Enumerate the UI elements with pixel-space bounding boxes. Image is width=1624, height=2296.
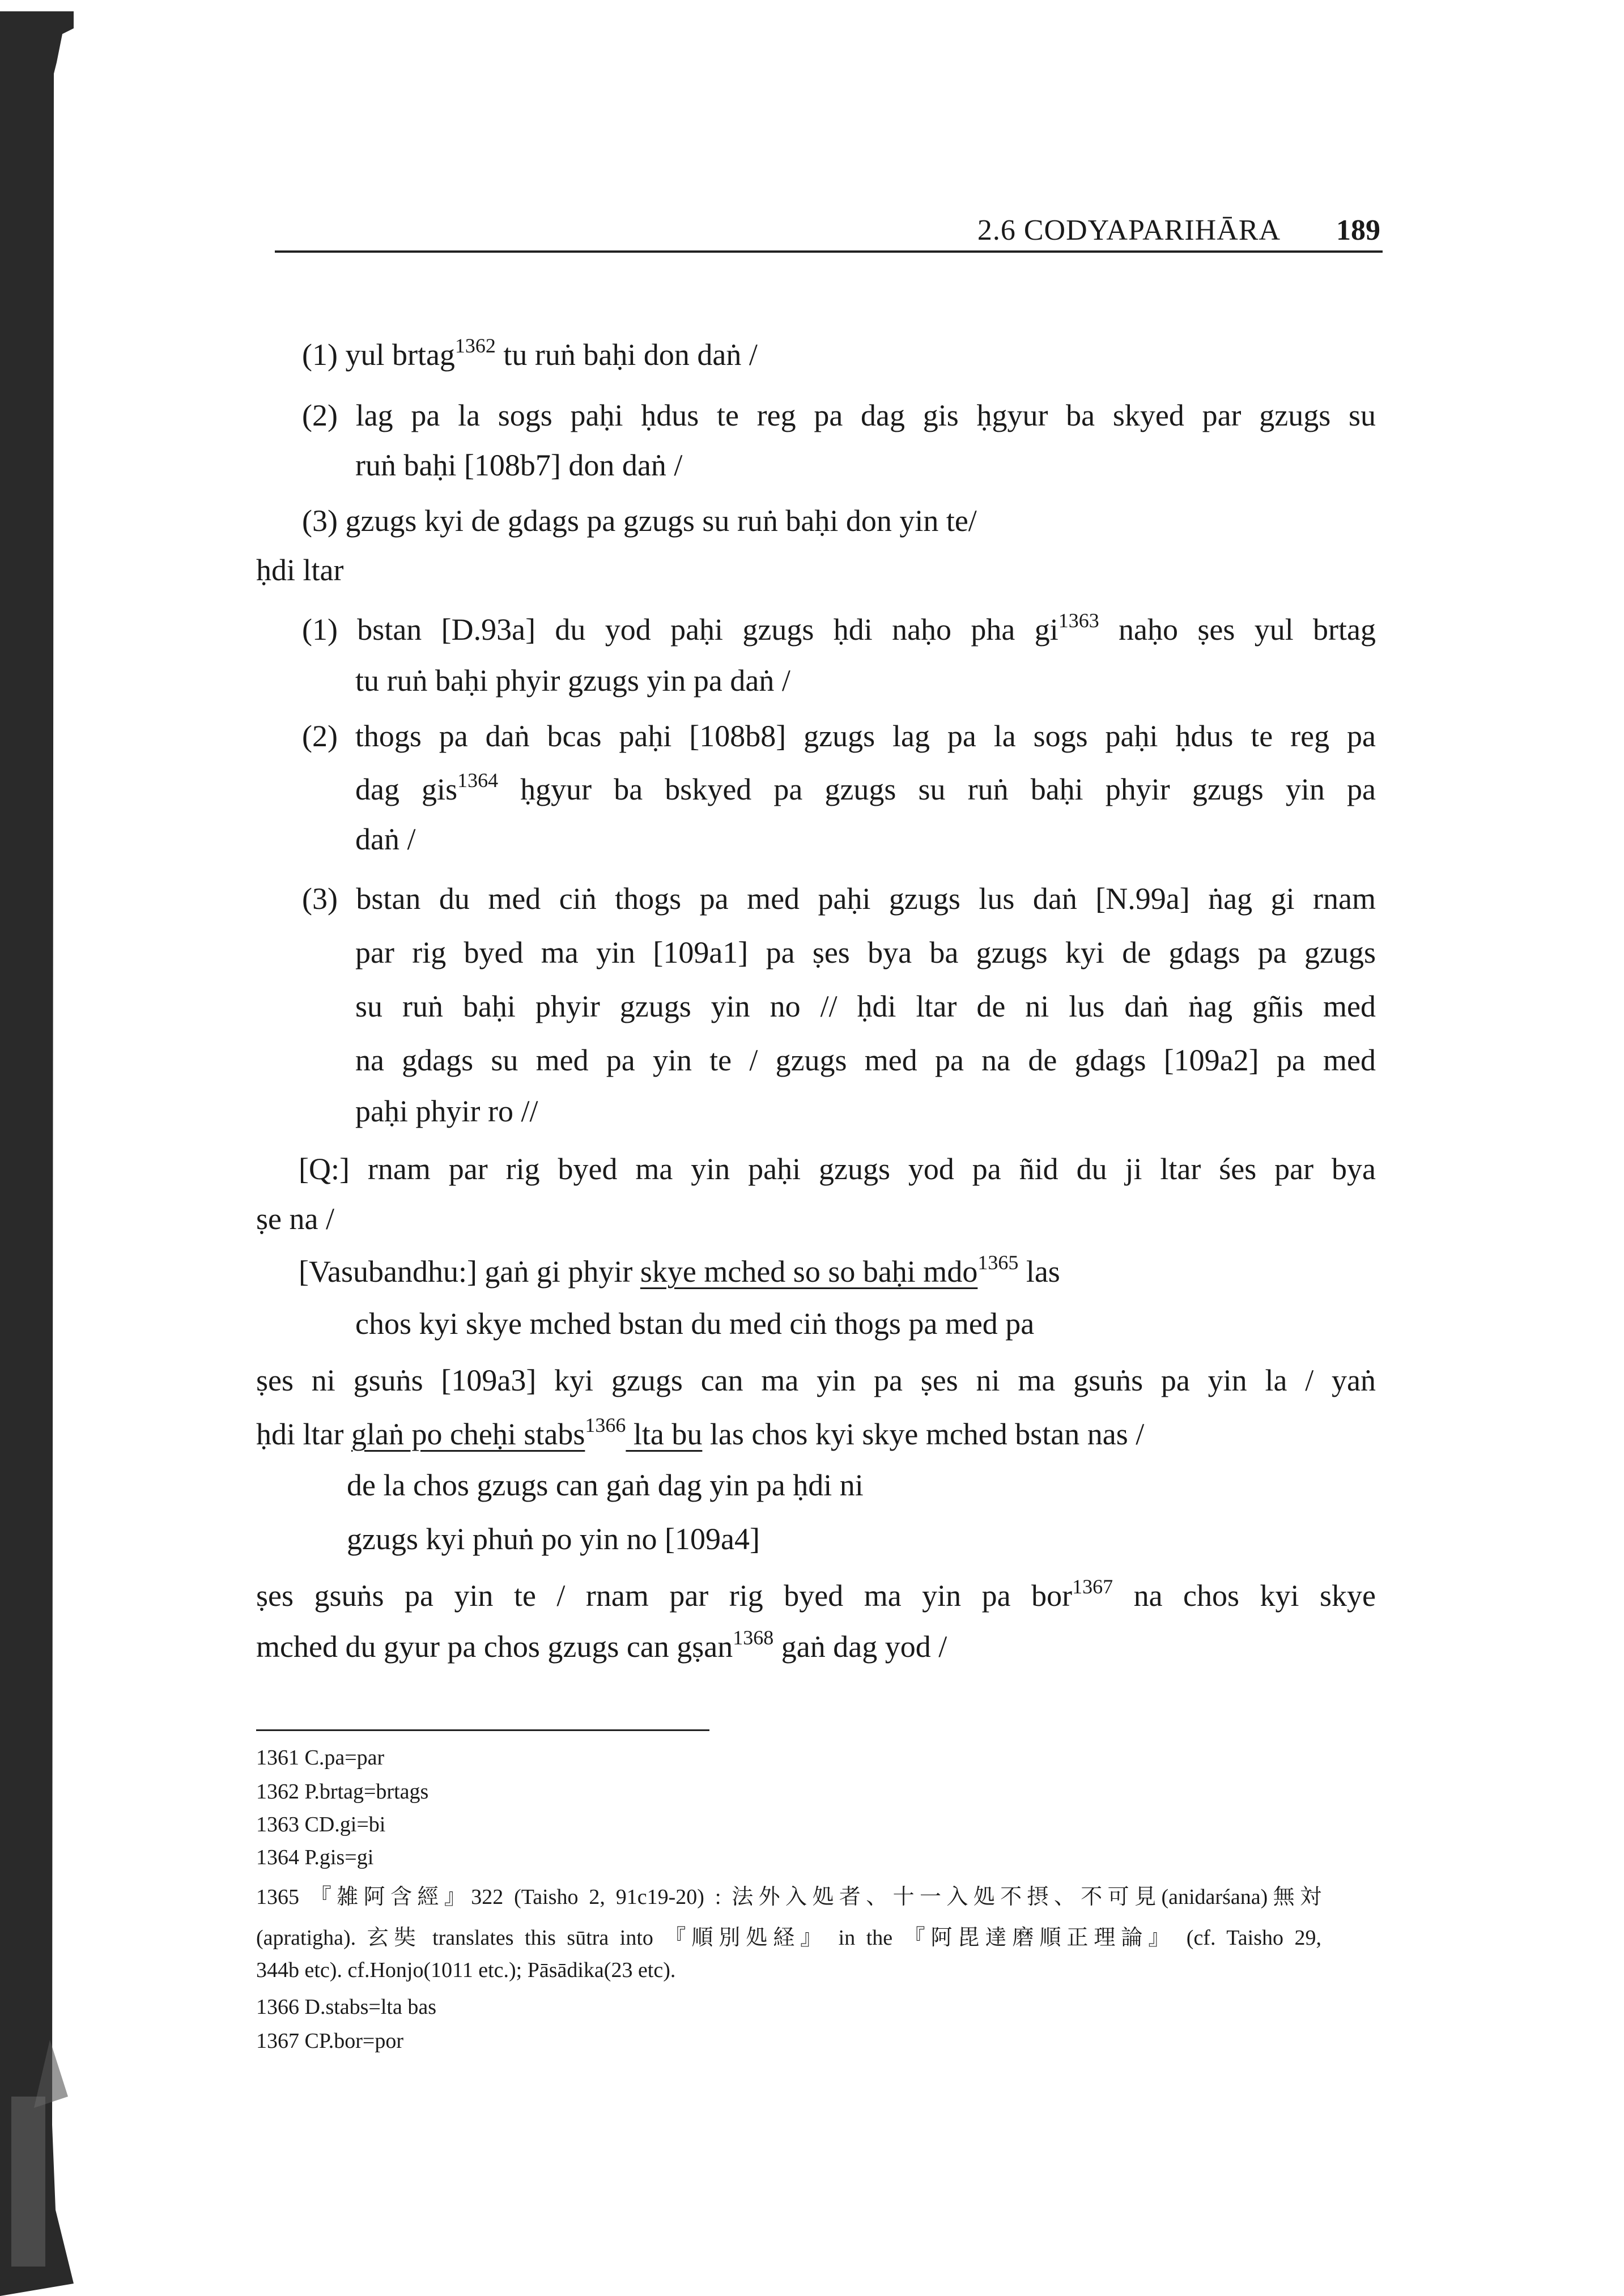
footnote-ref: 1368 — [733, 1626, 774, 1649]
text-segment: mched du gyur pa chos gzugs can gṣan — [256, 1630, 733, 1664]
body-line-17: ṣe na / — [256, 1202, 334, 1236]
underlined-title: skye mched so so baḥi mdo — [640, 1255, 978, 1289]
body-line-8: (2) thogs pa daṅ bcas paḥi [108b8] gzugs lag pa la sogs paḥi ḥdus te reg pa — [302, 719, 1376, 753]
body-line-25 — [256, 1626, 947, 1664]
body-line-9 — [355, 769, 1376, 807]
body-line-21 — [256, 1414, 1145, 1452]
footnote-ref: 1362 — [454, 334, 496, 357]
footnote-1365-line-3: 344b etc). cf.Honjo(1011 etc.); Pāsādika(23 etc). — [256, 1958, 676, 1982]
text-segment: las — [1018, 1255, 1060, 1289]
body-line-12: par rig byed ma yin [109a1] pa ṣes bya ba gzugs kyi de gdags pa gzugs — [355, 936, 1376, 970]
footnote-1366: 1366 D.stabs=lta bas — [256, 1995, 437, 2019]
footnote-1365-line-1: 1365 『雑阿含經』322 (Taisho 2, 91c19-20) : 法外入処者、十一入処不摂、不可見(anidarśana)無対 — [256, 1885, 1321, 1909]
body-line-23: gzugs kyi phuṅ po yin no [109a4] — [347, 1522, 760, 1556]
body-line-7: tu ruṅ baḥi phyir gzugs yin pa daṅ / — [355, 664, 790, 698]
footnote-1365-line-2: (apratigha). 玄奘 translates this sūtra into 『順別処経』 in the 『阿毘達磨順正理論』 (cf. Taisho 29, — [256, 1926, 1321, 1950]
underlined-title: glaṅ po cheḥi stabs — [351, 1417, 585, 1451]
body-line-10: daṅ / — [355, 822, 416, 856]
footnote-ref: 1365 — [977, 1251, 1019, 1274]
footnote-ref: 1364 — [457, 769, 499, 792]
text-segment: naḥo ṣes yul brtag — [1099, 613, 1376, 647]
footnote-ref: 1367 — [1072, 1575, 1113, 1598]
text-segment: tu ruṅ baḥi don daṅ / — [495, 338, 758, 372]
running-header — [275, 211, 1383, 253]
text-segment: [Vasubandhu:] gaṅ gi phyir — [299, 1255, 640, 1289]
text-segment: las chos kyi skye mched bstan nas / — [702, 1417, 1145, 1451]
footnote-1364: 1364 P.gis=gi — [256, 1846, 374, 1869]
footnote-1361: 1361 C.pa=par — [256, 1746, 385, 1770]
body-line-22: de la chos gzugs can gaṅ dag yin pa ḥdi ni — [347, 1468, 864, 1502]
text-segment: ṣes gsuṅs pa yin te / rnam par rig byed ma yin pa bor — [256, 1579, 1073, 1613]
body-line-16: [Q:] rnam par rig byed ma yin paḥi gzugs yod pa ñid du ji ltar śes par bya — [299, 1152, 1376, 1186]
body-line-18 — [299, 1251, 1060, 1289]
text-segment: (1) bstan [D.93a] du yod paḥi gzugs ḥdi naḥo pha gi — [302, 613, 1058, 647]
text-segment: ḥgyur ba bskyed pa gzugs su ruṅ baḥi phyir gzugs yin pa — [498, 772, 1376, 806]
body-line-19: chos kyi skye mched bstan du med ciṅ thogs pa med pa — [355, 1307, 1035, 1341]
body-line-24 — [256, 1575, 1376, 1613]
text-segment: na chos kyi skye — [1113, 1579, 1376, 1613]
body-line-13: su ruṅ baḥi phyir gzugs yin no // ḥdi ltar de ni lus daṅ ṅag gñis med — [355, 989, 1376, 1023]
footnote-1363: 1363 CD.gi=bi — [256, 1813, 386, 1836]
book-spine-edge — [0, 0, 74, 2296]
body-line-15: paḥi phyir ro // — [355, 1094, 538, 1128]
page-number: 189 — [1336, 214, 1380, 246]
text-segment: (1) yul brtag — [302, 338, 455, 372]
text-segment: ḥdi ltar — [256, 1417, 351, 1451]
body-line-2: (2) lag pa la sogs paḥi ḥdus te reg pa dag gis ḥgyur ba skyed par gzugs su — [302, 398, 1376, 432]
body-line-11: (3) bstan du med ciṅ thogs pa med paḥi gzugs lus daṅ [N.99a] ṅag gi rnam — [302, 882, 1376, 916]
running-header-title: 2.6 CODYAPARIHĀRA — [977, 214, 1281, 246]
body-line-1 — [302, 334, 758, 372]
body-line-3: ruṅ baḥi [108b7] don daṅ / — [355, 448, 683, 482]
body-line-20: ṣes ni gsuṅs [109a3] kyi gzugs can ma yin pa ṣes ni ma gsuṅs pa yin la / yaṅ — [256, 1363, 1376, 1397]
footnote-separator — [256, 1729, 709, 1731]
text-segment: gaṅ dag yod / — [773, 1630, 947, 1664]
body-line-4: (3) gzugs kyi de gdags pa gzugs su ruṅ baḥi don yin te/ — [302, 504, 977, 538]
footnote-ref: 1366 — [585, 1414, 626, 1436]
text-segment: dag gis — [355, 772, 458, 806]
footnote-1362: 1362 P.brtag=brtags — [256, 1780, 429, 1804]
body-line-5: ḥdi ltar — [256, 553, 344, 587]
body-line-6 — [302, 609, 1376, 647]
underlined-title: lta bu — [626, 1417, 703, 1451]
footnote-1367: 1367 CP.bor=por — [256, 2029, 404, 2053]
body-line-14: na gdags su med pa yin te / gzugs med pa na de gdags [109a2] pa med — [355, 1043, 1376, 1077]
footnote-ref: 1363 — [1058, 609, 1099, 632]
